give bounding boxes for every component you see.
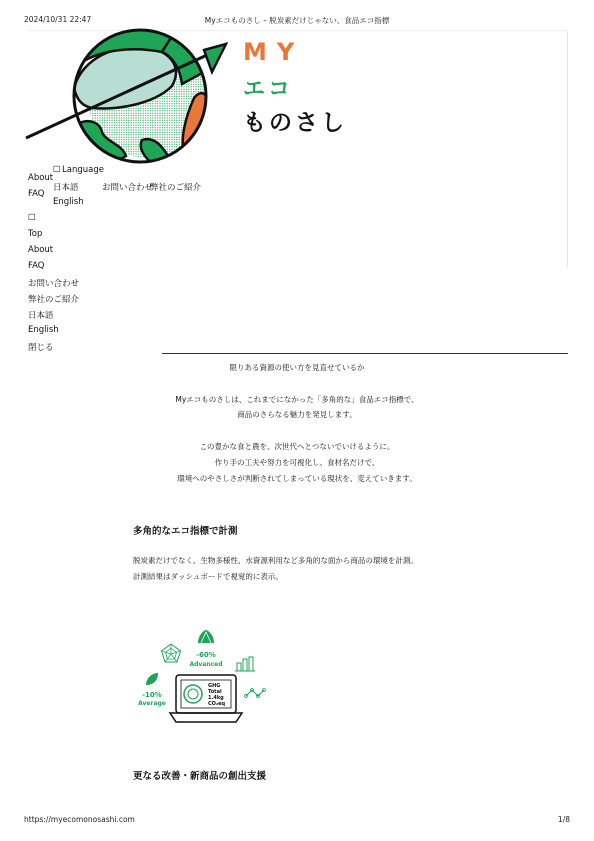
nav-english-link[interactable]: English <box>53 197 84 207</box>
average-value: -10% <box>142 691 162 699</box>
menu-checkbox[interactable]: ☐ <box>28 213 36 223</box>
radar-chart-icon <box>162 644 181 662</box>
advanced-label: Advanced <box>189 661 223 668</box>
section1-body-line2: 計測結果はダッシュボードで視覚的に表示。 <box>133 572 283 581</box>
section2-heading: 更なる改善・新商品の創出支援 <box>133 771 267 782</box>
screen-line4: CO₂eq <box>208 701 226 707</box>
screen-line1: GHG <box>208 683 221 689</box>
print-page-title: Myエコものさし – 脱炭素だけじゃない、食品エコ指標 <box>204 16 390 25</box>
section1-body-line1: 脱炭素だけでなく、生物多様性、水資源利用など多角的な面から商品の環境を計測。 <box>133 556 418 565</box>
menu-japanese-link[interactable]: 日本語 <box>28 311 54 321</box>
laptop-icon <box>170 675 242 722</box>
intro-p1-line2: 商品のさらなる魅力を発見します。 <box>237 410 357 419</box>
print-url: https://myecomonosashi.com <box>24 815 135 824</box>
brand-title[interactable] <box>243 40 347 135</box>
intro-p2-line2: 作り手の工夫や努力を可視化し、食材名だけで、 <box>214 458 380 467</box>
nav-faq-link[interactable]: FAQ <box>28 189 45 199</box>
menu-contact-link[interactable]: お問い合わせ <box>28 279 80 289</box>
menu-close-button[interactable]: 閉じる <box>28 343 54 353</box>
intro-p2-line3: 環境へのやさしさが判断されてしまっている現状を、変えていきます。 <box>177 474 417 483</box>
bar-chart-icon <box>235 657 255 671</box>
nav-about-link[interactable]: About <box>28 173 54 183</box>
menu-about-link[interactable]: About <box>28 245 54 255</box>
menu-company-link[interactable]: 弊社のご紹介 <box>28 295 80 305</box>
brand-title-eco: エコ <box>243 77 294 102</box>
nav-company-link[interactable]: 弊社のご紹介 <box>150 183 202 193</box>
menu-top-link[interactable]: Top <box>28 229 43 239</box>
language-label[interactable]: Language <box>62 165 104 175</box>
line-graph-icon <box>245 689 266 698</box>
header-right-edge <box>567 30 568 268</box>
intro-lead: 限りある資源の使い方を見直せているか <box>229 363 365 372</box>
advanced-value: -60% <box>196 651 216 659</box>
screen-line3: 1.4kg <box>208 695 224 701</box>
average-label: Average <box>138 700 166 707</box>
print-page-number: 1/8 <box>557 815 570 824</box>
print-footer <box>24 815 570 827</box>
dashboard-illustration <box>132 626 282 734</box>
advanced-leaf-icon <box>198 630 214 643</box>
menu-faq-link[interactable]: FAQ <box>28 261 45 271</box>
screen-line2: Total <box>208 689 222 695</box>
print-timestamp: 2024/10/31 22:47 <box>24 15 92 24</box>
globe-logo-icon[interactable] <box>22 28 228 168</box>
average-leaf-icon <box>146 673 158 685</box>
menu-english-link[interactable]: English <box>28 325 59 335</box>
intro-p2-line1: この豊かな食と農を、次世代へとつないでいけるように。 <box>199 442 395 451</box>
brand-title-monosashi: ものさし <box>243 110 347 136</box>
intro-p1-line1: Myエコものさしは、これまでになかった「多角的な」食品エコ指標で、 <box>175 395 419 404</box>
section-divider <box>162 353 568 354</box>
brand-title-my: MY <box>243 38 305 66</box>
language-checkbox[interactable]: ☐ <box>53 165 61 175</box>
nav-contact-link[interactable]: お問い合わせ <box>102 183 154 193</box>
nav-japanese-link[interactable]: 日本語 <box>53 183 79 193</box>
print-header <box>24 15 570 27</box>
section1-heading: 多角的なエコ指標で計測 <box>133 526 238 537</box>
